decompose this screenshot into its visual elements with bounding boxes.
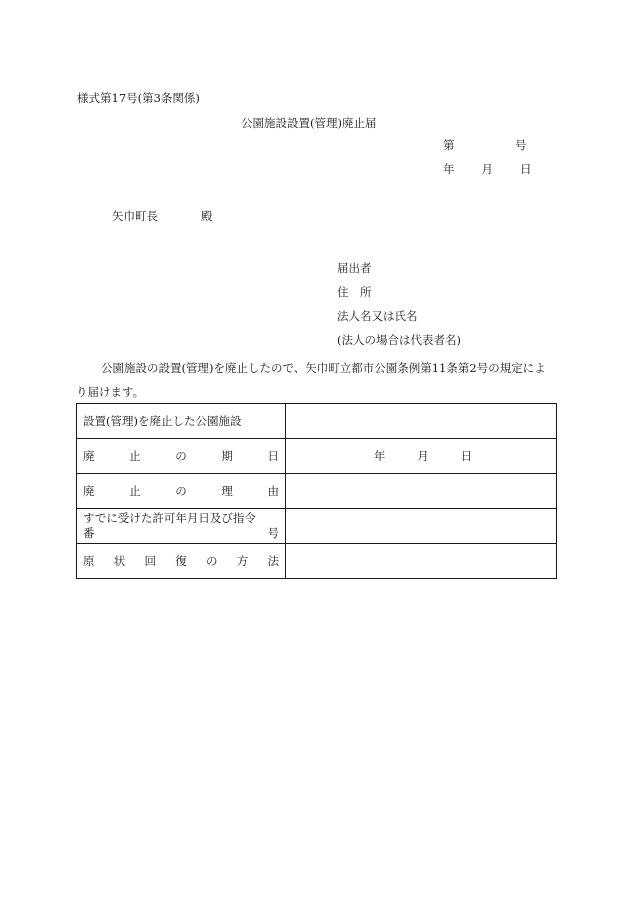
applicant-note: (法人の場合は代表者名) <box>337 333 461 347</box>
field-prior-permit[interactable] <box>286 509 557 544</box>
addressee-name: 矢巾町長 <box>112 209 158 223</box>
table-row <box>77 544 557 579</box>
table-row <box>77 439 557 474</box>
field-abolition-reason[interactable] <box>286 474 557 509</box>
applicant-block <box>337 256 461 352</box>
date-month: 月 <box>481 162 493 176</box>
document-title: 公園施設設置(管理)廃止届 <box>241 116 377 130</box>
document-number-prefix: 第 <box>443 138 455 152</box>
field-abolished-facility[interactable] <box>286 404 557 439</box>
addressee-honorific: 殿 <box>201 209 213 223</box>
document-number-suffix: 号 <box>515 138 527 152</box>
form-number: 様式第17号(第3条関係) <box>77 91 200 105</box>
applicant-name-label: 法人名又は氏名 <box>337 309 418 323</box>
document-date <box>443 161 532 177</box>
field-abolition-date[interactable]: 年 月 日 <box>286 439 557 474</box>
label-abolition-date: 廃 止 の 期 日 <box>77 439 286 474</box>
applicant-address-label: 住 所 <box>337 285 372 299</box>
addressee <box>112 208 213 224</box>
table-row <box>77 509 557 544</box>
date-year: 年 <box>443 162 455 176</box>
field-restoration-method[interactable] <box>286 544 557 579</box>
body-line-1: 公園施設の設置(管理)を廃止したので、矢巾町立都市公園条例第11条第2号の規定によ <box>101 361 546 375</box>
applicant-heading: 届出者 <box>337 261 372 275</box>
body-text <box>77 356 559 404</box>
date-day: 日 <box>520 162 532 176</box>
label-restoration-method: 原 状 回 復 の 方 法 <box>77 544 286 579</box>
form-table <box>76 403 557 579</box>
body-line-2: り届けます。 <box>76 385 145 399</box>
label-prior-permit: すでに受けた許可年月日及び指令 番 号 <box>77 509 286 544</box>
label-abolished-facility: 設置(管理)を廃止した公園施設 <box>77 404 286 439</box>
label-abolition-reason: 廃 止 の 理 由 <box>77 474 286 509</box>
table-row <box>77 404 557 439</box>
table-row <box>77 474 557 509</box>
